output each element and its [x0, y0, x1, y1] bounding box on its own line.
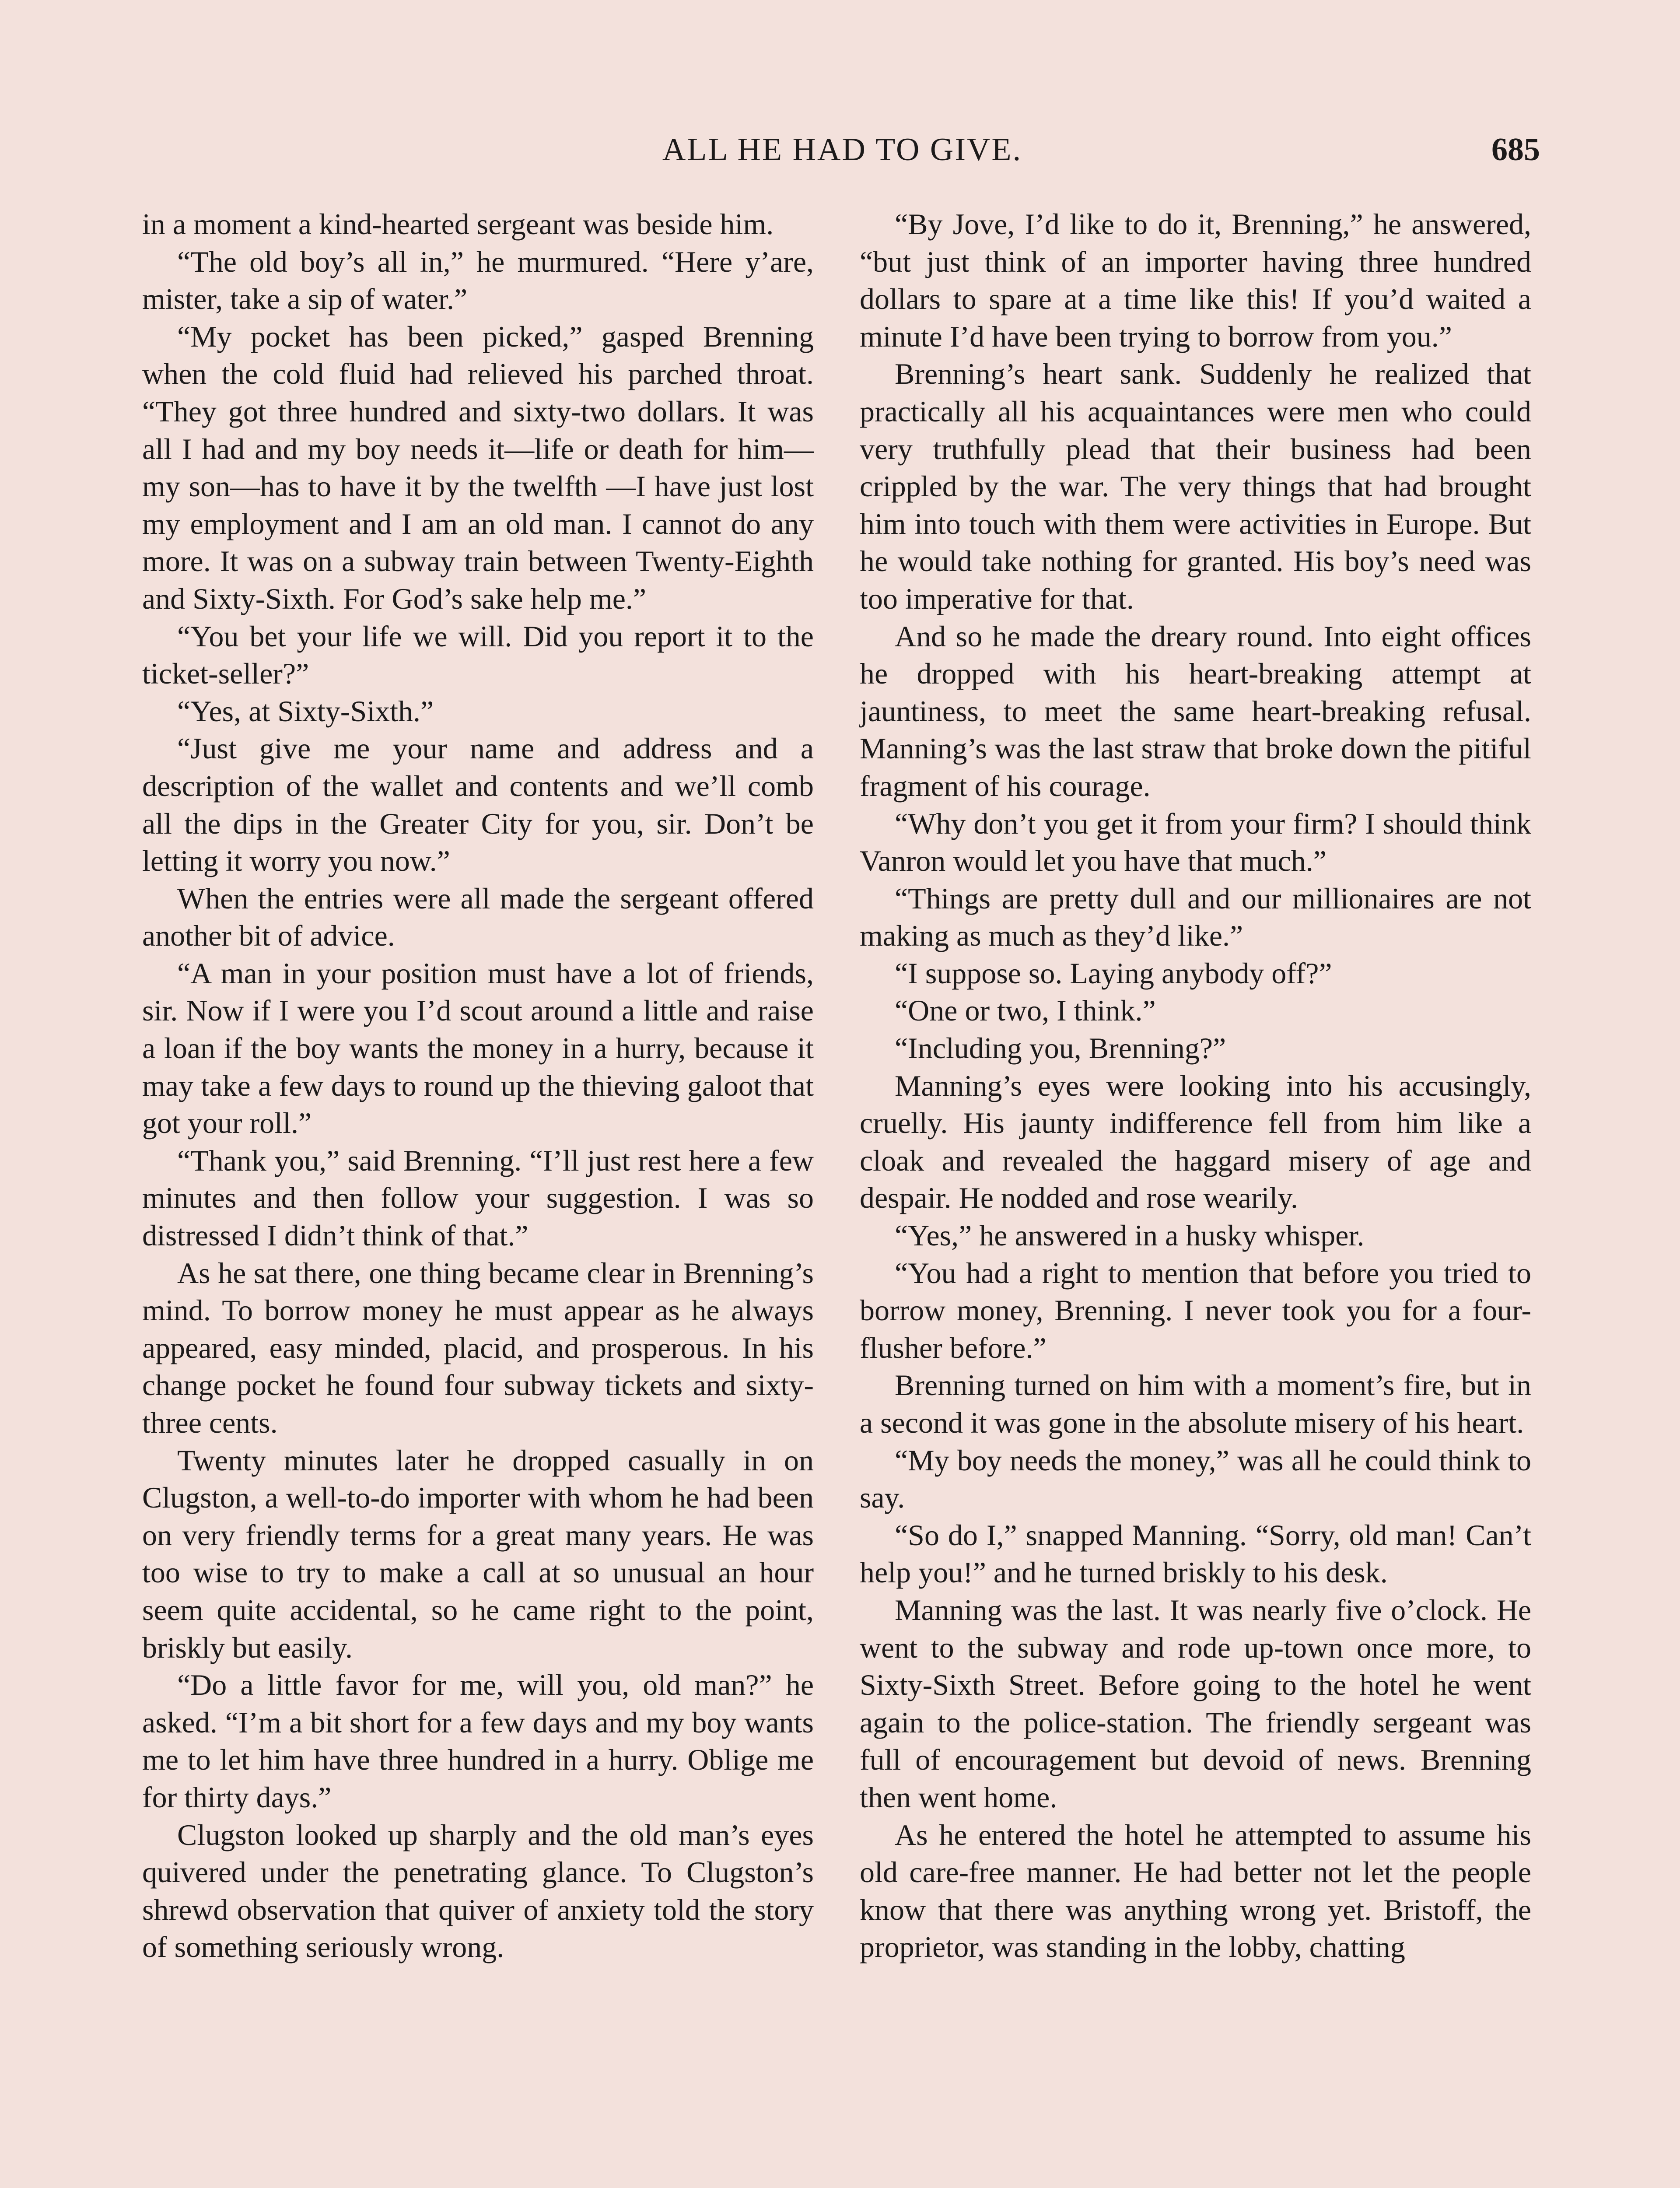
page-number: 685 — [1491, 132, 1540, 168]
paragraph: “I suppose so. Laying anybody off?” — [895, 956, 1332, 990]
paragraph: “One or two, I think.” — [895, 994, 1156, 1027]
paragraph: “My pocket has been picked,” gasped Brenning when the cold fluid had relieved his parched throat. “They got three hundred and sixty-two dollars. It was all I had and my boy needs it—life or death for him—my son—has to have it by the twelfth —I have just lost my employment and I am an old man. I cannot do any more. It was on a subway train between Twenty-Eighth and Sixty-Sixth. For God’s sake help me.” — [142, 319, 814, 615]
running-head — [144, 131, 1540, 175]
paragraph: “You had a right to mention that before you tried to borrow money, Brenning. I never took you for a four-flusher before.” — [860, 1256, 1531, 1364]
paragraph: “Things are pretty dull and our millionaires are not making as much as they’d like.” — [860, 881, 1531, 953]
paragraph: “Yes,” he answered in a husky whisper. — [895, 1219, 1365, 1252]
paragraph: Brenning turned on him with a moment’s fire, but in a second it was gone in the absolute misery of his heart. — [860, 1368, 1531, 1439]
paragraph: “My boy needs the money,” was all he could think to say. — [860, 1443, 1531, 1515]
paragraph: Clugston looked up sharply and the old man’s eyes quivered under the penetrating glance. To Clugston’s shrewd observation that quiver of anxiety told the story of something seriously wrong. — [142, 1818, 814, 1964]
left-column — [142, 206, 814, 1966]
paragraph: “Yes, at Sixty-Sixth.” — [177, 694, 434, 728]
paragraph: “Including you, Brenning?” — [895, 1031, 1226, 1065]
paragraph: Manning’s eyes were looking into his accusingly, cruelly. His jaunty indifference fell from him like a cloak and revealed the haggard misery of age and despair. He nodded and rose wearily. — [860, 1069, 1531, 1215]
paragraph: “The old boy’s all in,” he murmured. “Here y’are, mister, take a sip of water.” — [142, 245, 814, 316]
paragraph: “Thank you,” said Brenning. “I’ll just rest here a few minutes and then follow your suggestion. I was so distressed I didn’t think of that.” — [142, 1143, 814, 1252]
paragraph: “So do I,” snapped Manning. “Sorry, old man! Can’t help you!” and he turned briskly to his desk. — [860, 1518, 1531, 1589]
paragraph: As he sat there, one thing became clear in Brenning’s mind. To borrow money he must appear as he always appeared, easy minded, placid, and prosperous. In his change pocket he found four subway tickets and sixty-three cents. — [142, 1256, 814, 1439]
running-title: ALL HE HAD TO GIVE. — [662, 132, 1022, 168]
paragraph: “Why don’t you get it from your firm? I should think Vanron would let you have that much.” — [860, 806, 1531, 878]
paragraph: As he entered the hotel he attempted to assume his old care-free manner. He had better not let the people know that there was anything wrong yet. Bristoff, the proprietor, was standing in the lobby, chatting — [860, 1818, 1531, 1964]
paragraph: When the entries were all made the sergeant offered another bit of advice. — [142, 881, 814, 953]
paragraph: And so he made the dreary round. Into eight offices he dropped with his heart-breaking attempt at jauntiness, to meet the same heart-breaking refusal. Manning’s was the last straw that broke down the pitiful fragment of his courage. — [860, 619, 1531, 803]
paragraph: “You bet your life we will. Did you report it to the ticket-seller?” — [142, 619, 814, 691]
paragraph: Brenning’s heart sank. Suddenly he realized that practically all his acquaintances were men who could very truthfully plead that their business had been crippled by the war. The very things that had brought him into touch with them were activities in Europe. But he would take nothing for granted. His boy’s need was too imperative for that. — [860, 357, 1531, 615]
right-column — [860, 206, 1531, 1966]
paragraph: “By Jove, I’d like to do it, Brenning,” he answered, “but just think of an importer having three hundred dollars to spare at a time like this! If you’d waited a minute I’d have been trying to borrow from you.” — [860, 207, 1531, 353]
paragraph: Manning was the last. It was nearly five o’clock. He went to the subway and rode up-town once more, to Sixty-Sixth Street. Before going to the hotel he went again to the police-station. The friendly sergeant was full of encouragement but devoid of news. Brenning then went home. — [860, 1593, 1531, 1814]
paragraph: “Just give me your name and address and a description of the wallet and contents and we’ll comb all the dips in the Greater City for you, sir. Don’t be letting it worry you now.” — [142, 732, 814, 878]
paragraph: “A man in your position must have a lot of friends, sir. Now if I were you I’d scout around a little and raise a loan if the boy wants the money in a hurry, because it may take a few days to round up the thieving galoot that got your roll.” — [142, 956, 814, 1140]
paragraph: in a moment a kind-hearted sergeant was beside him. — [142, 207, 774, 241]
paragraph: Twenty minutes later he dropped casually in on Clugston, a well-to-do importer with whom he had been on very friendly terms for a great many years. He was too wise to try to make a call at so unusual an hour seem quite accidental, so he came right to the point, briskly but easily. — [142, 1443, 814, 1664]
paragraph: “Do a little favor for me, will you, old man?” he asked. “I’m a bit short for a few days and my boy wants me to let him have three hundred in a hurry. Oblige me for thirty days.” — [142, 1668, 814, 1814]
